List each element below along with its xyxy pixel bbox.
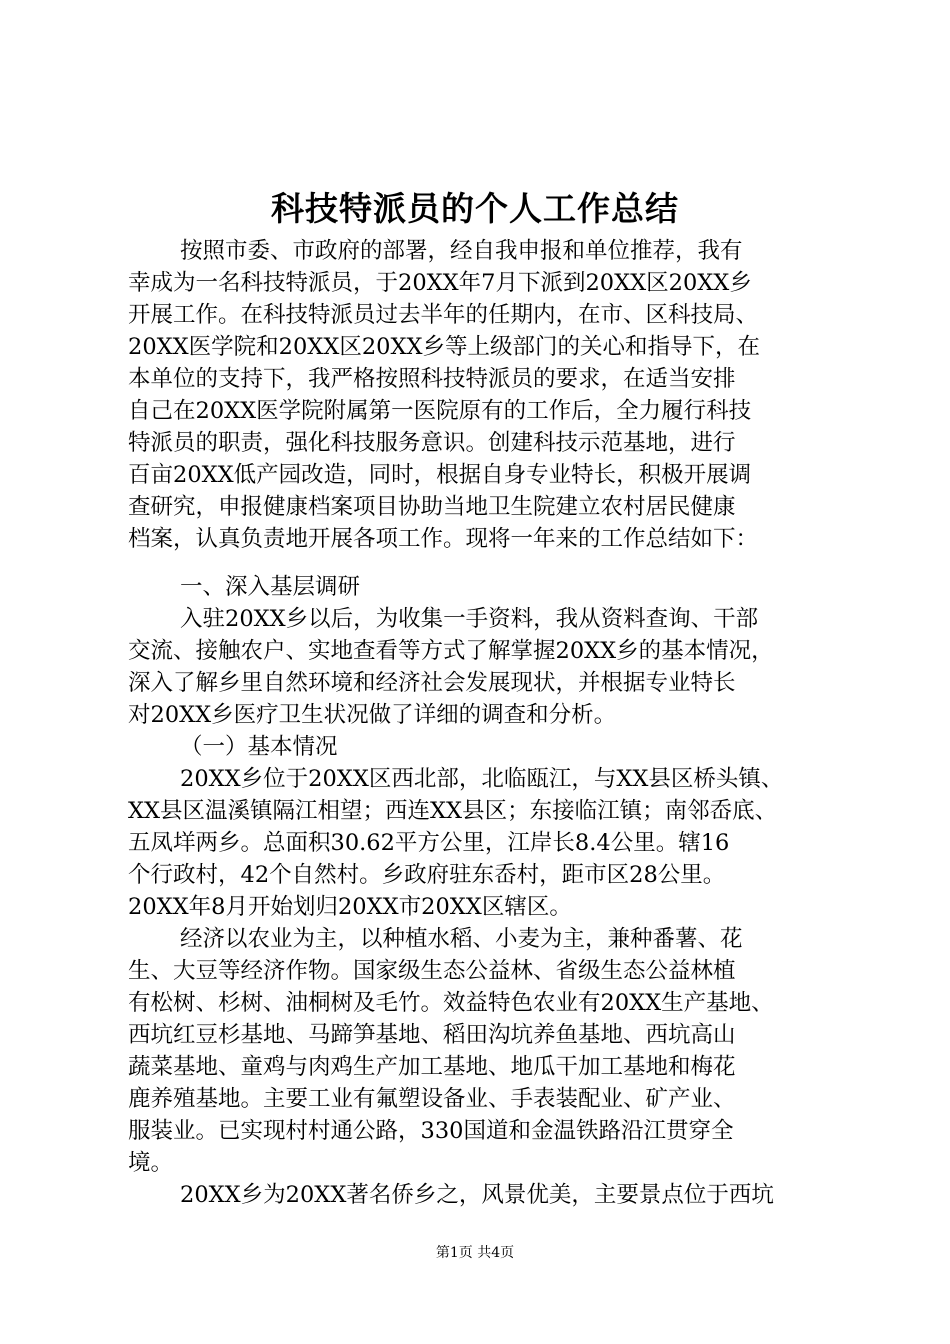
paragraph-line: 20XX医学院和20XX区20XX乡等上级部门的关心和指导下，在: [128, 334, 761, 360]
paragraph-line: 开展工作。在科技特派员过去半年的任期内，在市、区科技局、: [128, 302, 759, 328]
paragraph-line: 境。: [128, 1150, 174, 1176]
paragraph-line: 五凤垟两乡。总面积30.62平方公里，江岸长8.4公里。辖16: [128, 830, 730, 856]
paragraph-line: 查研究，申报健康档案项目协助当地卫生院建立农村居民健康: [128, 494, 736, 520]
paragraph-line: 西坑红豆杉基地、马蹄笋基地、稻田沟坑养鱼基地、西坑高山: [128, 1022, 736, 1048]
paragraph-line: 服装业。已实现村村通公路，330国道和金温铁路沿江贯穿全: [128, 1118, 734, 1144]
section-heading: 一、深入基层调研: [180, 574, 361, 600]
paragraph-line: 个行政村，42个自然村。乡政府驻东岙村，距市区28公里。: [128, 862, 726, 888]
paragraph-line: 20XX乡为20XX著名侨乡之，风景优美，主要景点位于西坑: [180, 1182, 774, 1208]
paragraph-line: XX县区温溪镇隔江相望；西连XX县区；东接临江镇；南邻岙底、: [128, 798, 778, 824]
page-number-footer: 第1页 共4页: [435, 1245, 515, 1261]
paragraph-line: 经济以农业为主，以种植水稻、小麦为主，兼种番薯、花: [180, 926, 743, 952]
subsection-heading: （一）基本情况: [180, 734, 338, 760]
paragraph-line: 深入了解乡里自然环境和经济社会发展现状，并根据专业特长: [128, 670, 736, 696]
paragraph-line: 特派员的职责，强化科技服务意识。创建科技示范基地，进行: [128, 430, 736, 456]
paragraph-line: 入驻20XX乡以后，为收集一手资料，我从资料查询、干部: [180, 606, 759, 632]
paragraph-line: 蔬菜基地、童鸡与肉鸡生产加工基地、地瓜干加工基地和梅花: [128, 1054, 736, 1080]
paragraph-line: 20XX年8月开始划归20XX市20XX区辖区。: [128, 894, 572, 920]
paragraph-line: 百亩20XX低产园改造，同时，根据自身专业特长，积极开展调: [128, 462, 752, 488]
paragraph-line: 鹿养殖基地。主要工业有氟塑设备业、手表装配业、矿产业、: [128, 1086, 736, 1112]
paragraph-line: 20XX乡位于20XX区西北部，北临瓯江，与XX县区桥头镇、: [180, 766, 784, 792]
paragraph-line: 幸成为一名科技特派员，于20XX年7月下派到20XX区20XX乡: [128, 270, 752, 296]
paragraph-line: 有松树、杉树、油桐树及毛竹。效益特色农业有20XX生产基地、: [128, 990, 774, 1016]
paragraph-line: 生、大豆等经济作物。国家级生态公益林、省级生态公益林植: [128, 958, 736, 984]
paragraph-line: 档案，认真负责地开展各项工作。现将一年来的工作总结如下：: [128, 526, 759, 552]
paragraph-line: 按照市委、市政府的部署，经自我申报和单位推荐，我有: [180, 238, 743, 264]
paragraph-line: 对20XX乡医疗卫生状况做了详细的调查和分析。: [128, 702, 617, 728]
paragraph-line: 本单位的支持下，我严格按照科技特派员的要求，在适当安排: [128, 366, 736, 392]
paragraph-line: 自己在20XX医学院附属第一医院原有的工作后，全力履行科技: [128, 398, 752, 424]
document-title: 科技特派员的个人工作总结: [271, 189, 679, 228]
paragraph-line: 交流、接触农户、实地查看等方式了解掌握20XX乡的基本情况，: [128, 638, 774, 664]
